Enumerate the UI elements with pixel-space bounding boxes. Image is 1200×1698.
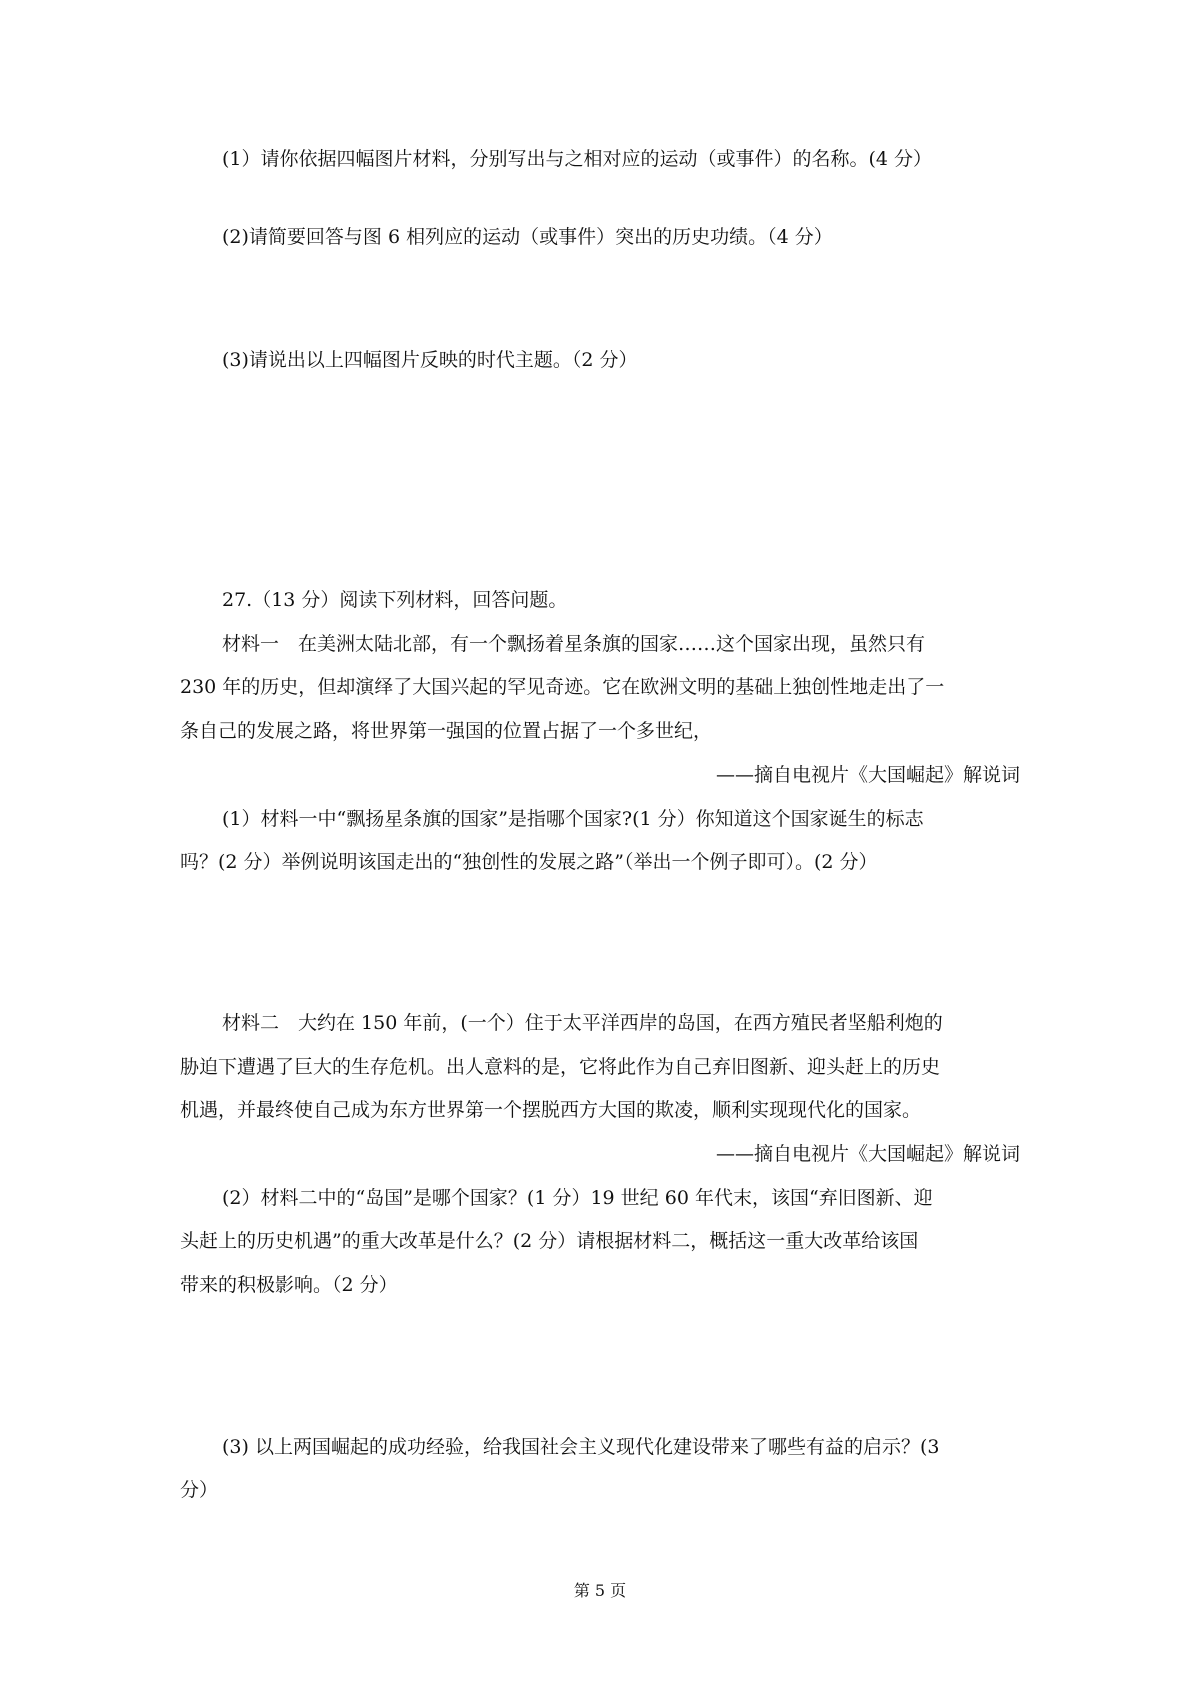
question-27-2-line-3: 带来的积极影响。（2 分） bbox=[180, 1274, 398, 1296]
material-1-source: ——摘自电视片《大国崛起》解说词 bbox=[715, 764, 1020, 786]
question-27-2-line-2: 头赶上的历史机遇”的重大改革是什么？(2 分）请根据材料二，概括这一重大改革给该国 bbox=[180, 1230, 919, 1252]
material-2-source: ——摘自电视片《大国崛起》解说词 bbox=[715, 1143, 1020, 1165]
question-27-1-line-1: (1）材料一中“飘扬星条旗的国家”是指哪个国家?(1 分）你知道这个国家诞生的标志 bbox=[222, 808, 924, 830]
material-1-line-1: 材料一 在美洲太陆北部，有一个飘扬着星条旗的国家……这个国家出现，虽然只有 bbox=[222, 633, 926, 655]
question-27-3-line-2: 分） bbox=[180, 1479, 219, 1501]
material-1-line-3: 条自己的发展之路，将世界第一强国的位置占据了一个多世纪， bbox=[180, 720, 713, 742]
question-27-2-line-1: (2）材料二中的“岛国”是哪个国家？(1 分）19 世纪 60 年代末，该国“弃旧图新、迎 bbox=[222, 1187, 933, 1209]
page-number: 第 5 页 bbox=[573, 1581, 627, 1600]
material-2-line-2: 胁迫下遭遇了巨大的生存危机。出人意料的是，它将此作为自己弃旧图新、迎头赶上的历史 bbox=[180, 1056, 941, 1078]
question-27-heading: 27.（13 分）阅读下列材料，回答问题。 bbox=[222, 589, 568, 611]
material-1-line-2: 230 年的历史，但却演绎了大国兴起的罕见奇迹。它在欧洲文明的基础上独创性地走出了一 bbox=[180, 676, 945, 698]
question-26-2: (2)请简要回答与图 6 相列应的运动（或事件）突出的历史功绩。（4 分） bbox=[222, 226, 833, 248]
question-26-1: (1）请你依据四幅图片材料，分别写出与之相对应的运动（或事件）的名称。(4 分） bbox=[222, 148, 933, 170]
material-2-line-1: 材料二 大约在 150 年前，(一个）住于太平洋西岸的岛国，在西方殖民者坚船利炮的 bbox=[222, 1012, 943, 1034]
question-27-3-line-1: (3) 以上两国崛起的成功经验，给我国社会主义现代化建设带来了哪些有益的启示？(3 bbox=[222, 1436, 940, 1458]
question-27-1-line-2: 吗？(2 分）举例说明该国走出的“独创性的发展之路”（举出一个例子即可）。(2 分） bbox=[180, 851, 878, 873]
material-2-line-3: 机遇，并最终使自己成为东方世界第一个摆脱西方大国的欺凌，顺利实现现代化的国家。 bbox=[180, 1099, 922, 1121]
question-26-3: (3)请说出以上四幅图片反映的时代主题。（2 分） bbox=[222, 349, 638, 371]
